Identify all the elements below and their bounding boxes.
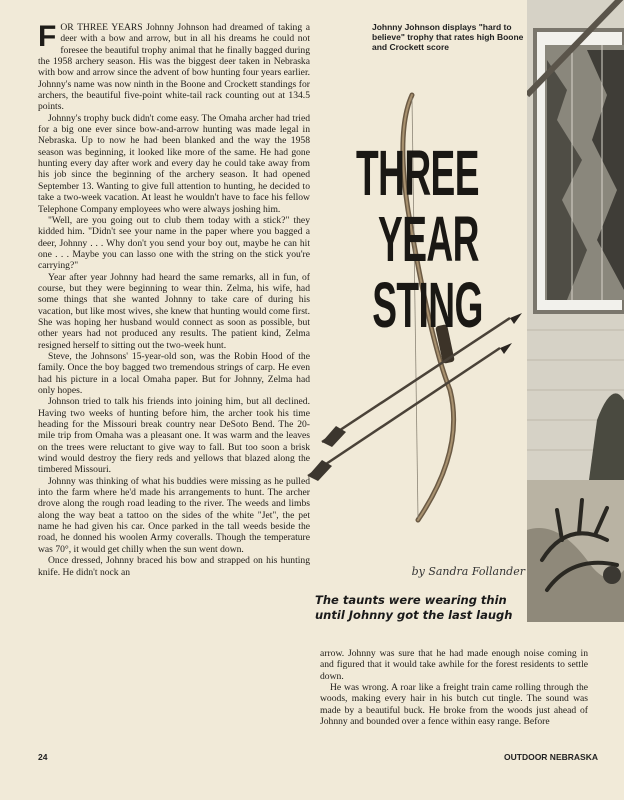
- paragraph: Steve, the Johnsons' 15-year-old son, was the Robin Hood of the family. Once the boy bagged two tremendous strings of carp. He even had his picture in a local Omaha paper. But for Johnny, Zelma had only hopes.: [38, 350, 310, 396]
- title-line-2: YEAR: [378, 203, 479, 275]
- paragraph: Johnny was thinking of what his buddies were missing as he pulled into the farm where he'd made his arrangements to hunt. The archer drove along the rough road leading to the river. The weeds and limbs along the way beat a tattoo on the sides of the white "Jet", the pet name he had given his car. Once parked in the tall weeds beside the road, he donned his woolen Army coveralls. Though the temperature was 70°, it would get chilly when the sun went down.: [38, 475, 310, 555]
- paragraph: Johnny's trophy buck didn't come easy. The Omaha archer had tried for a big one ever since bow-and-arrow hunting was made legal in Nebraska. Up to now he had been blanked and the way the 1958 season was beginning, it looked like more of the same. He had gone hunting every day after work and every day he could take away from his job since the beginning of the archery season. It had opened September 13. Wanting to give full attention to hunting, he decided to take a two-week vacation. At least he wouldn't have to face his fellow Telephone Company employees who were always joshing him.: [38, 112, 310, 215]
- paragraph: "Well, are you going out to club them today with a stick?" they kidded him. "Didn't see your name in the paper where you bagged a deer, Johnny . . . Why don't you send your boy out, maybe he can hit one . . . Maybe you can lasso one with the string on the stick you're carrying?": [38, 214, 310, 272]
- paragraph: Year after year Johnny had heard the same remarks, all in fun, of course, but they were beginning to wear thin. Zelma, his wife, had some things that she wanted Johnny to take care of during his vacation, but like most wives, she knew that hunting would come first. She was hoping her husband would connect as soon as possible, but other years had not produced any results. The patient kind, Zelma resigned herself to sitting out the two-week hunt.: [38, 271, 310, 351]
- article-title: [356, 137, 483, 341]
- title-line-3: STING: [372, 269, 483, 341]
- paragraph: [38, 22, 310, 113]
- page-number: 24: [38, 752, 48, 762]
- trophy-photo-art: [527, 0, 624, 622]
- paragraph-text: OR THREE YEARS Johnny Johnson had dreamed of taking a deer with a bow and arrow, but in all his dreams he could not foresee the beautiful trophy animal that he finally bagged during the 1958 archery season. His was the biggest deer taken in Nebraska with bow and arrow since the advent of bow hunting four years earlier. Johnny's name was now ninth in the Boone and Crockett standings for archers, the beautiful five-point white-tail rack counting out at 134.5 points.: [38, 22, 311, 113]
- title-line-1: THREE: [356, 137, 479, 209]
- trophy-photo: [527, 0, 624, 622]
- paragraph: Johnson tried to talk his friends into joining him, but all declined. Having two weeks of hunting before him, the archer took his time heading for the Missouri break country near DeSoto Bend. The 20-mile trip from Omaha was a pleasant one. It was warm and the leaves on the trees were reluctant to give way to fall. But too soon a brisk wind would destroy the fiery reds and yellows that blazed along the timbered Missouri.: [38, 396, 310, 476]
- paragraph: He was wrong. A roar like a freight train came rolling through the woods, making every hair in his butch cut tingle. The sound was made by a beautiful buck. He broke from the woods just ahead of Johnny and bounded over a fence within easy range. Before: [320, 682, 588, 728]
- paragraph: arrow. Johnny was sure that he had made enough noise coming in and figured that it would take awhile for the forest residents to settle down.: [320, 648, 588, 682]
- magazine-name: OUTDOOR NEBRASKA: [504, 752, 598, 762]
- body-column-right: [320, 648, 588, 727]
- author-byline: by Sandra Follander: [411, 565, 525, 578]
- article-deck: The taunts were wearing thin until Johnny got the last laugh: [315, 593, 513, 622]
- photo-caption: Johnny Johnson displays "hard to believe" trophy that rates high Boone and Crockett score: [372, 22, 524, 52]
- drop-cap: F: [38, 20, 57, 53]
- body-column-left: [38, 22, 310, 578]
- paragraph: Once dressed, Johnny braced his bow and strapped on his hunting knife. He didn't nock an: [38, 555, 310, 578]
